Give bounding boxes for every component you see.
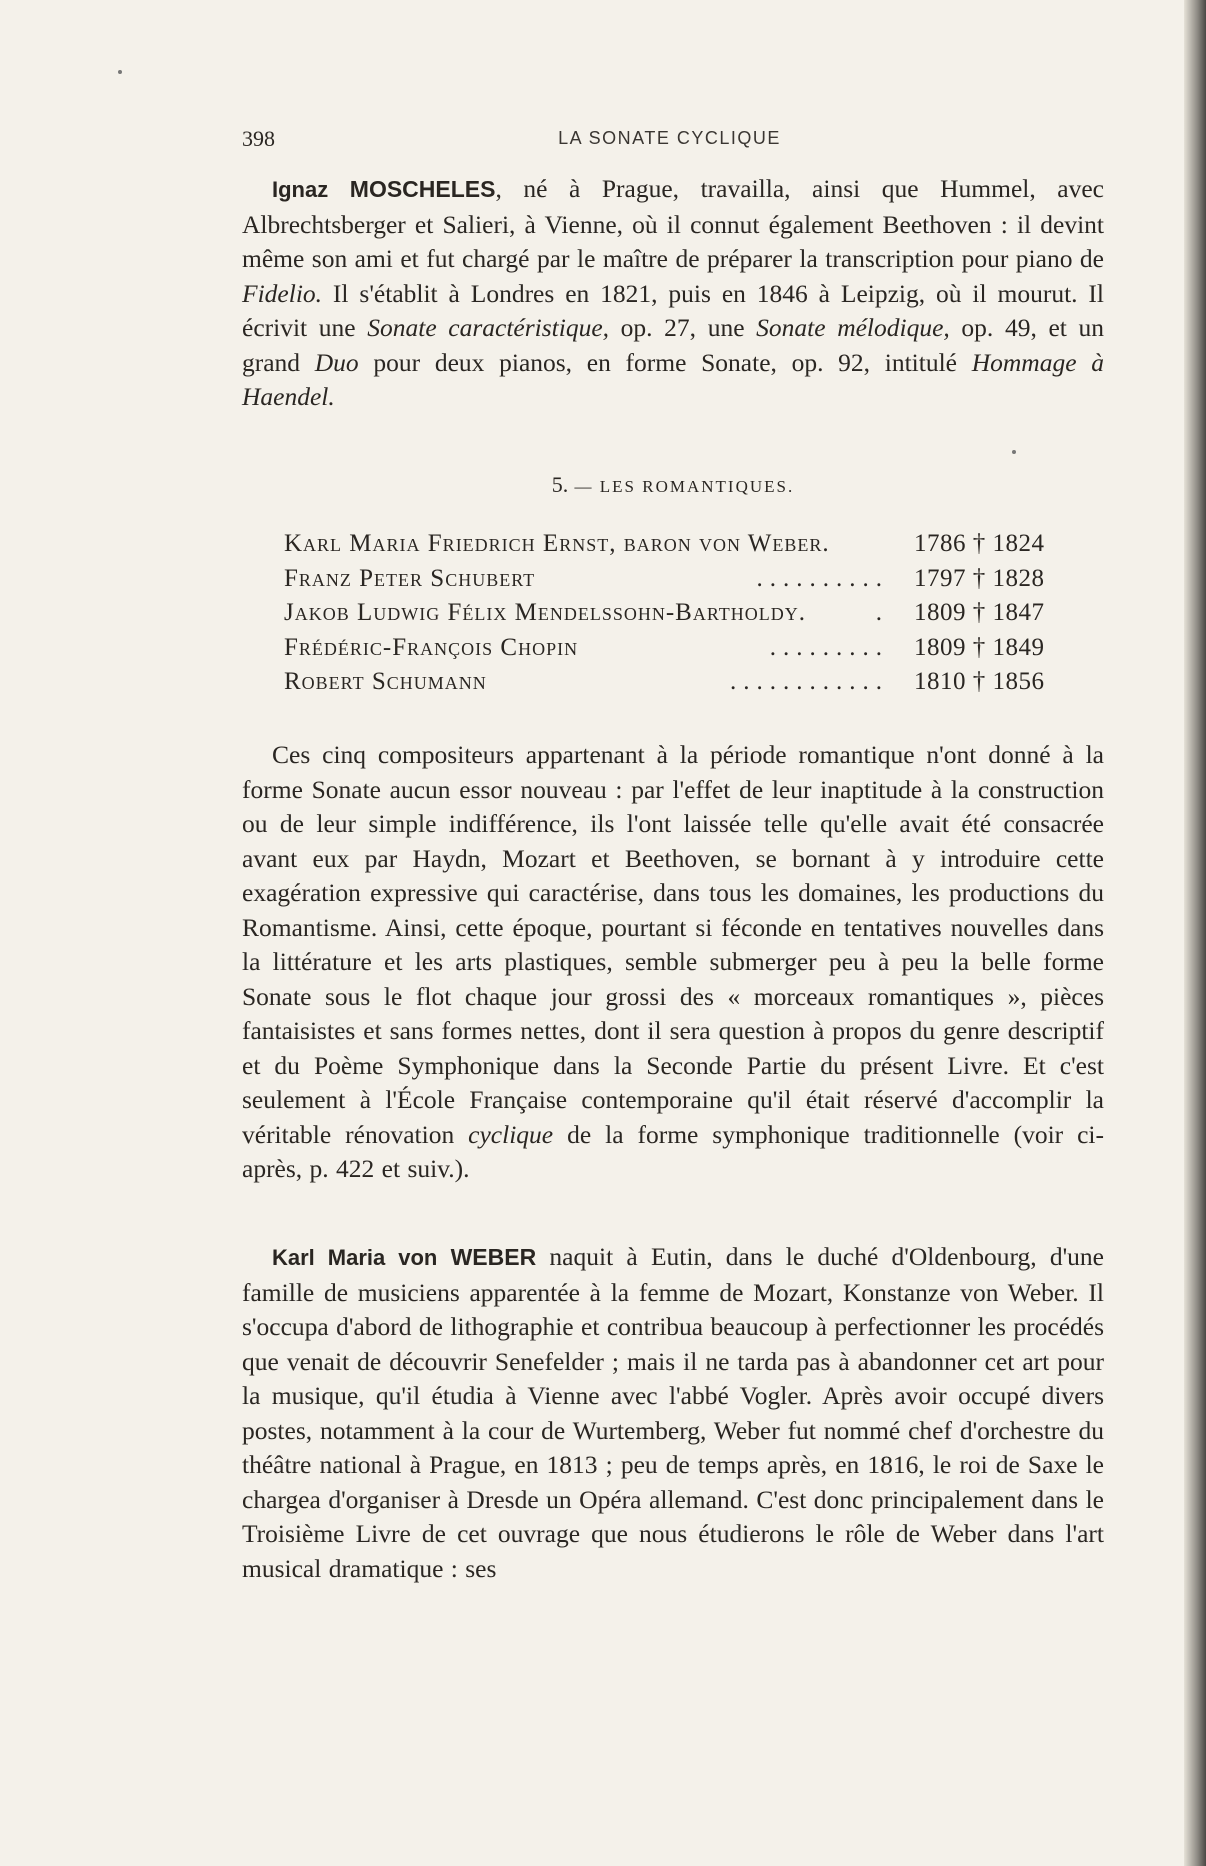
section-number: 5. [551,472,569,497]
paper-speck [118,70,122,74]
page-edge-shadow [1184,0,1206,1866]
composer-dates: 1809 † 1847 [914,599,1045,626]
work-title: Hommage à Haendel. [242,347,1104,411]
composer-name: Jakob Ludwig Félix Mendelssohn-Bartholdy. [284,599,814,627]
composer-dates: 1810 † 1856 [914,668,1045,695]
work-title: Fidelio. [242,278,323,308]
paragraph-text: de la forme symphonique traditionnelle (voir ci-après, p. 422 et suiv.). [242,1119,1105,1183]
composer-list [284,530,1064,703]
work-title: Sonate mélodique, [756,313,950,342]
work-title: Sonate caractéristique, [367,313,610,342]
composer-row [284,530,1064,565]
paragraph-text: naquit à Eutin, dans le duché d'Oldenbourg, d'une famille de musiciens apparentée à la femme de Mozart, Konstanze von Weber. Il s'occupa d'abord de lithographie et contribua beaucoup à perfectionner les procédés que venait de découvrir Senefelder ; mais il ne tarda pas à abandonner cet art pour la musique, qu'il étudia à Vienne avec l'abbé Vogler. Après avoir occupé divers postes, notamment à la cour de Wurtemberg, Weber fut nommé chef d'orchestre du théâtre national à Prague, en 1813 ; peu de temps après, en 1816, le roi de Saxe le chargea d'organiser à Dresde un Opéra allemand. C'est donc principalement dans le Troisième Livre de cet ouvrage que nous étudierons le rôle de Weber dans l'art musical dramatique : ses [242,1242,1104,1583]
paragraph-text: Ces cinq compositeurs appartenant à la période romantique n'ont donné à la forme Sonate aucun essor nouveau : par l'effet de leur inaptitude à la construction ou de leur simple indifférence, ils l'ont laissée telle qu'elle avait été consacrée avant eux par Haydn, Mozart et Beethoven, se bornant à y introduire cette exagération expressive qui caractérise, dans tous les domaines, les productions du Romantisme. Ainsi, cette époque, pourtant si féconde en tentatives nouvelles dans la littérature et les arts plastiques, semble submerger peu à peu la belle forme Sonate sous le flot chaque jour grossi des « morceaux romantiques », pièces fantaisistes et sans formes nettes, dont il sera question à propos du genre descriptif et du Poème Symphonique dans la Seconde Partie du présent Livre. Et c'est seulement à l'École Française contemporaine qu'il était réservé d'accomplir la véritable rénovation [242,740,1104,1149]
paragraph-text: op. 49, et un grand [242,313,1104,377]
person-name-first: Karl Maria von [272,1245,438,1270]
paragraph-text: pour deux pianos, en forme Sonate, op. 92, intitulé [358,347,972,377]
composer-name: Frédéric-François Chopin [284,634,586,662]
paragraph-weber [242,1240,1104,1586]
paragraph-text: Il s'établit à Londres en 1821, puis en 1846 à Leipzig, où il mourut. Il écrivit une [242,278,1104,342]
composer-row [284,634,1064,669]
paragraph-moscheles [242,172,1104,415]
section-title: LES ROMANTIQUES. [599,477,795,496]
composer-name: Robert Schumann [284,668,495,696]
composer-name: Karl Maria Friedrich Ernst, baron von Weber. [284,530,838,558]
paper-speck [1012,450,1016,454]
leader-dots: .......... [756,564,889,592]
person-name-last: WEBER [450,1244,537,1270]
person-name-last: MOSCHELES [349,176,496,202]
paragraph-text: op. 27, une [609,313,757,342]
paragraph-romantiques [242,738,1104,1187]
running-title: LA SONATE CYCLIQUE [558,128,781,148]
section-dash: — [574,477,594,496]
composer-row [284,599,1064,634]
composer-dates: 1786 † 1824 [914,530,1045,557]
person-name-first: Ignaz [272,177,329,202]
work-title: Duo [314,347,359,377]
leader-dots: ......... [769,633,889,661]
composer-row [284,565,1064,600]
running-head [242,126,1097,156]
section-heading [242,472,1104,498]
composer-dates: 1809 † 1849 [914,633,1045,661]
paragraph-text: , né à Prague, travailla, ainsi que Hummel, avec Albrechtsberger et Salieri, à Vienne, où il connut également Beethoven : il devint même son ami et fut chargé par le maître de préparer la transcription pour piano de [242,174,1104,273]
leader-dots: . [875,599,889,626]
composer-dates: 1797 † 1828 [914,564,1045,592]
leader-dots: ............ [730,668,889,695]
composer-name: Franz Peter Schubert [284,565,543,593]
page-number: 398 [242,126,275,151]
emphasized-word: cyclique [468,1119,554,1149]
composer-row [284,668,1064,703]
